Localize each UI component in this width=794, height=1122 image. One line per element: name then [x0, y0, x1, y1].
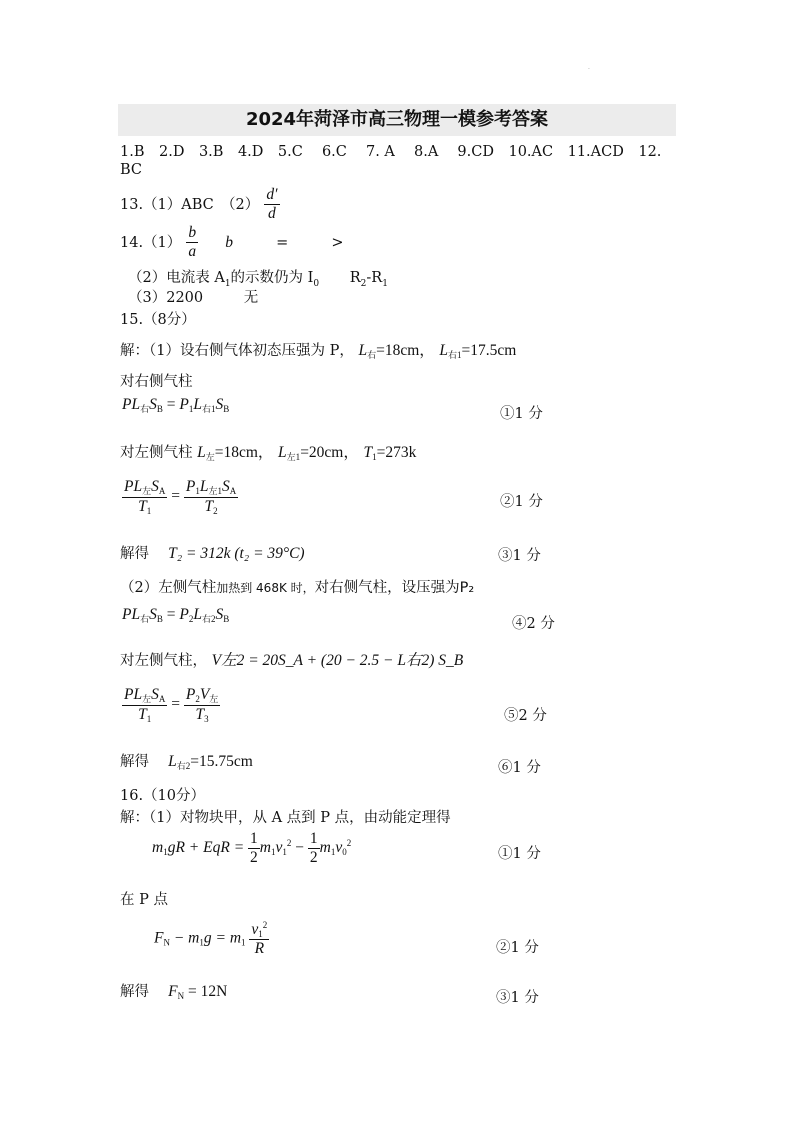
q15-sol2-label: 解得 — [120, 754, 164, 770]
q15-sol2-eq — [168, 753, 253, 770]
q15-eq2-right-den — [184, 498, 238, 516]
q16-eq2-den: R — [254, 940, 265, 958]
q15-left-t1-sym: T — [363, 444, 373, 461]
q16-eq2-f: F — [154, 929, 164, 947]
q16-eq1-v1-sup: 2 — [286, 837, 292, 848]
q15-eq2-l1-sub: 左1 — [208, 486, 222, 496]
q15-sol2-l: L — [168, 753, 177, 770]
q15-eq4-v-sub: 左 — [209, 694, 219, 704]
q15-eq2-p1-sub: 1 — [195, 486, 200, 496]
q16-eq1-v1: v — [275, 839, 283, 857]
q16-solution — [120, 980, 227, 1001]
q14-line-3 — [128, 286, 258, 307]
q15-l-right — [358, 342, 434, 359]
q15-eq3: $PL_右S_B = P_2L_{右2}S_B$ — [122, 606, 230, 624]
q14-line2-sub2: 0 — [313, 278, 320, 289]
q14-item-4: > — [331, 235, 344, 251]
q15-s2-text: （2）左侧气柱 — [120, 580, 217, 596]
q16-eq1 — [152, 830, 351, 867]
page-title: 2024年菏泽市高三物理一模参考答案 — [245, 109, 549, 130]
q16-step1: 解：（1）对物块甲，从 A 点到 P 点，由动能定理得 — [120, 810, 451, 826]
q15-eq2-t2: T — [204, 498, 214, 515]
q15-l-val: =18cm， — [376, 342, 435, 359]
q15-eq2-s: S — [151, 478, 159, 495]
q16-half-1 — [248, 830, 260, 867]
q15-l-sym: L — [358, 342, 368, 359]
q15-sol2-sub: 右2 — [176, 761, 191, 771]
q16-sol-eq — [168, 983, 227, 1000]
q16-eq2 — [154, 920, 269, 958]
q14-line2-b: 的示数仍为 I — [230, 270, 314, 286]
q15-left-l1-sub: 左1 — [286, 452, 301, 462]
q16-eq2-num — [249, 920, 269, 940]
q15-sol1-label: 解得 — [120, 546, 164, 562]
q15-left-t1 — [363, 444, 416, 461]
q15-eq2-right-num — [184, 478, 238, 498]
q16-sol-sub: N — [177, 991, 185, 1001]
q16-eq2-b-sub: 1 — [199, 937, 204, 948]
q15-s2-small: 加热到 468K 时， — [216, 581, 315, 595]
q14-fraction — [186, 224, 198, 261]
q15-eq4-p2-sub: 2 — [195, 694, 200, 704]
q15-eq4-right-den — [184, 706, 220, 724]
q15-l-sub: 右 — [367, 350, 377, 360]
q14-line2-r — [349, 270, 388, 289]
q13-label: 13.（1）ABC （2） — [120, 197, 260, 213]
q16-mark-1: ①1 分 — [498, 846, 541, 862]
q15-left2-eq: V左2 = 20S_A + (20 − 2.5 − L右2) S_B — [211, 652, 464, 669]
q14-label: 14.（1） — [120, 235, 182, 251]
q16-eq1-v1-sub: 1 — [282, 847, 287, 858]
q14-line3-b: 无 — [243, 290, 259, 306]
title-bar — [118, 104, 676, 136]
q15-sol1-eq: T₂ = 312k (t₂ = 39°C) — [168, 545, 305, 562]
q15-eq2-sa: S — [221, 478, 230, 495]
q15-l1-val: =17.5cm — [461, 342, 517, 359]
q16-eq1-b: gR + EqR = — [167, 839, 249, 857]
q16-at-p: 在 P 点 — [120, 892, 168, 908]
q15-l-right1 — [439, 342, 516, 359]
q16-eq1-f-sub: 1 — [330, 847, 336, 858]
q15-eq2-t2-sub: 2 — [213, 506, 218, 516]
q15-eq4-right-num — [184, 686, 220, 706]
q15-step1 — [120, 338, 516, 361]
q15-s2-p2: P₂ — [459, 580, 475, 596]
q16-half-2-den: 2 — [309, 849, 318, 866]
q16-eq2-c-sub: 1 — [241, 937, 246, 948]
q15-left2-text: 对左侧气柱， — [120, 653, 207, 669]
q15-left-column — [120, 440, 416, 463]
q15-eq2-p1: P — [185, 478, 196, 495]
q16-eq1-v0-sup: 2 — [346, 837, 352, 848]
q15-eq1: $PL_右S_B = P_1L_{右1}S_B$ — [122, 396, 230, 414]
q16-half-2-num: 1 — [309, 830, 318, 847]
q15-eq2-t-sub: 1 — [146, 506, 152, 516]
q16-eq2-b: − m — [169, 929, 200, 947]
q16-header: 16.（10分） — [120, 788, 206, 804]
q14-den: a — [188, 243, 197, 260]
q16-half-2 — [308, 830, 320, 867]
q15-eq2-left-num — [122, 478, 167, 498]
q15-eq2-t: T — [138, 498, 147, 515]
q15-eq4-right — [184, 686, 220, 724]
q14-item-2: b — [225, 234, 233, 251]
q15-mark-6: ⑥1 分 — [498, 760, 541, 776]
q15-left-text: 对左侧气柱 — [120, 445, 198, 461]
q15-left-l1-val: =20cm， — [300, 444, 359, 461]
q14-r1-sub: 1 — [382, 278, 388, 289]
q15-step2 — [120, 576, 474, 597]
q16-eq2-v-sub: 1 — [258, 929, 263, 940]
q15-eq2-s-sub: A — [158, 486, 166, 496]
q14-line2-a: （2）电流表 A — [128, 270, 225, 286]
q15-left-l-sym: L — [197, 444, 206, 461]
q15-left-l — [197, 444, 273, 461]
q15-mark-5: ⑤2 分 — [504, 708, 547, 724]
q15-mark-3: ③1 分 — [498, 548, 541, 564]
q15-eq2-l1: L — [199, 478, 209, 495]
choices-line-2: BC — [120, 162, 143, 178]
q16-mark-3: ③1 分 — [496, 990, 539, 1006]
q15-l1-sym: L — [439, 342, 449, 359]
q15-eq4-left-num: $PL_左S_A$ — [124, 686, 166, 704]
q16-eq1-c-sub: 1 — [270, 847, 276, 858]
q15-left-l-sub: 左 — [205, 452, 215, 462]
q16-eq1-v0: v — [335, 839, 343, 857]
q15-eq2-right — [184, 478, 238, 516]
q16-sol-f: F — [168, 983, 178, 1000]
q15-eq2-sa-sub: A — [229, 486, 237, 496]
q16-eq1-f: m — [319, 839, 331, 857]
q15-eq2: $\frac{PL_左S_A}{T_1}$ = $\frac{P_1L_{左1}S_A}{T_2}$ — [124, 478, 237, 516]
q14-r1: -R — [366, 270, 383, 286]
q16-eq2-v: v — [251, 921, 259, 939]
q16-eq1-c: m — [259, 839, 271, 857]
q15-s2-b: 对右侧气柱，设压强为 — [314, 580, 460, 596]
q15-eq2-left-den — [122, 498, 167, 516]
q14-r2-sub: 2 — [360, 278, 367, 289]
q14-item-3: = — [276, 235, 289, 251]
q14-line3-a: （3）2200 — [128, 290, 204, 306]
q16-half-1-num: 1 — [250, 830, 258, 847]
q14-line2-sub: 1 — [224, 278, 231, 289]
q15-left-l1-sym: L — [278, 444, 287, 461]
q16-eq2-f-sub: N — [163, 937, 170, 948]
q13-den: d — [268, 205, 276, 222]
q16-eq1-m: m — [152, 839, 164, 857]
q15-left-l-val: =18cm， — [214, 444, 274, 461]
q13-fraction — [264, 186, 279, 223]
q16-eq2-v-sup: 2 — [262, 920, 268, 930]
choices-line-1: 1.B 2.D 3.B 4.D 5.C 6.C 7. A 8.A 9.CD 10.AC 11.ACD 12. — [120, 144, 662, 160]
q15-eq2-left — [122, 478, 167, 516]
q16-sol-label: 解得 — [120, 984, 164, 1000]
q15-eq4-t3-sub: 3 — [204, 714, 209, 724]
q15-sol2-val: =15.75cm — [190, 753, 253, 770]
q15-solution-1 — [120, 542, 305, 563]
q16-eq1-minus: − — [291, 839, 308, 857]
q15-eq2-pl: PL — [124, 478, 143, 495]
q15-left-column-2 — [120, 648, 463, 670]
q14-line-1 — [120, 224, 343, 261]
scan-dot: · — [588, 66, 590, 73]
q15-left-t1-val: =273k — [376, 444, 417, 461]
q15-solution-2 — [120, 750, 253, 772]
q16-half-1-den: 2 — [250, 849, 258, 866]
q14-num: b — [188, 224, 197, 241]
q16-eq2-c: g = m — [203, 929, 242, 947]
q15-mark-1: ①1 分 — [500, 406, 543, 422]
q15-l1-sub: 右1 — [448, 350, 462, 360]
q16-eq1-m-sub: 1 — [163, 847, 168, 858]
q15-eq2-pl-sub: 左 — [142, 486, 152, 496]
q15-s1-text: 解：（1）设右侧气体初态压强为 P， — [120, 343, 354, 359]
q15-left-t1-sub: 1 — [372, 452, 377, 462]
q15-eq4-left — [122, 686, 167, 724]
q16-eq2-fraction — [249, 920, 269, 958]
q14-r2: R — [349, 270, 361, 286]
q13-answer — [120, 186, 280, 223]
q13-num: d′ — [266, 186, 278, 203]
q16-eq1-v0-sub: 0 — [342, 847, 347, 858]
q15-eq4-v: V — [199, 686, 210, 703]
q16-sol-val: = 12N — [184, 983, 228, 1000]
q15-mark-4: ④2 分 — [512, 616, 555, 632]
q15-eq4-p2: P — [185, 686, 196, 703]
q15-left-l1 — [278, 444, 359, 461]
q15-eq4-t3: T — [195, 706, 205, 723]
q15-eq4-left-den: $T_1$ — [138, 706, 152, 724]
q15-mark-2: ②1 分 — [500, 494, 543, 510]
q15-header: 15.（8分） — [120, 312, 196, 328]
q15-eq4: $\frac{PL_左S_A}{T_1}$ = $\frac{P_2V_左}{T_3}$ — [124, 686, 219, 724]
q15-right-column: 对右侧气柱 — [120, 374, 193, 390]
q16-mark-2: ②1 分 — [496, 940, 539, 956]
